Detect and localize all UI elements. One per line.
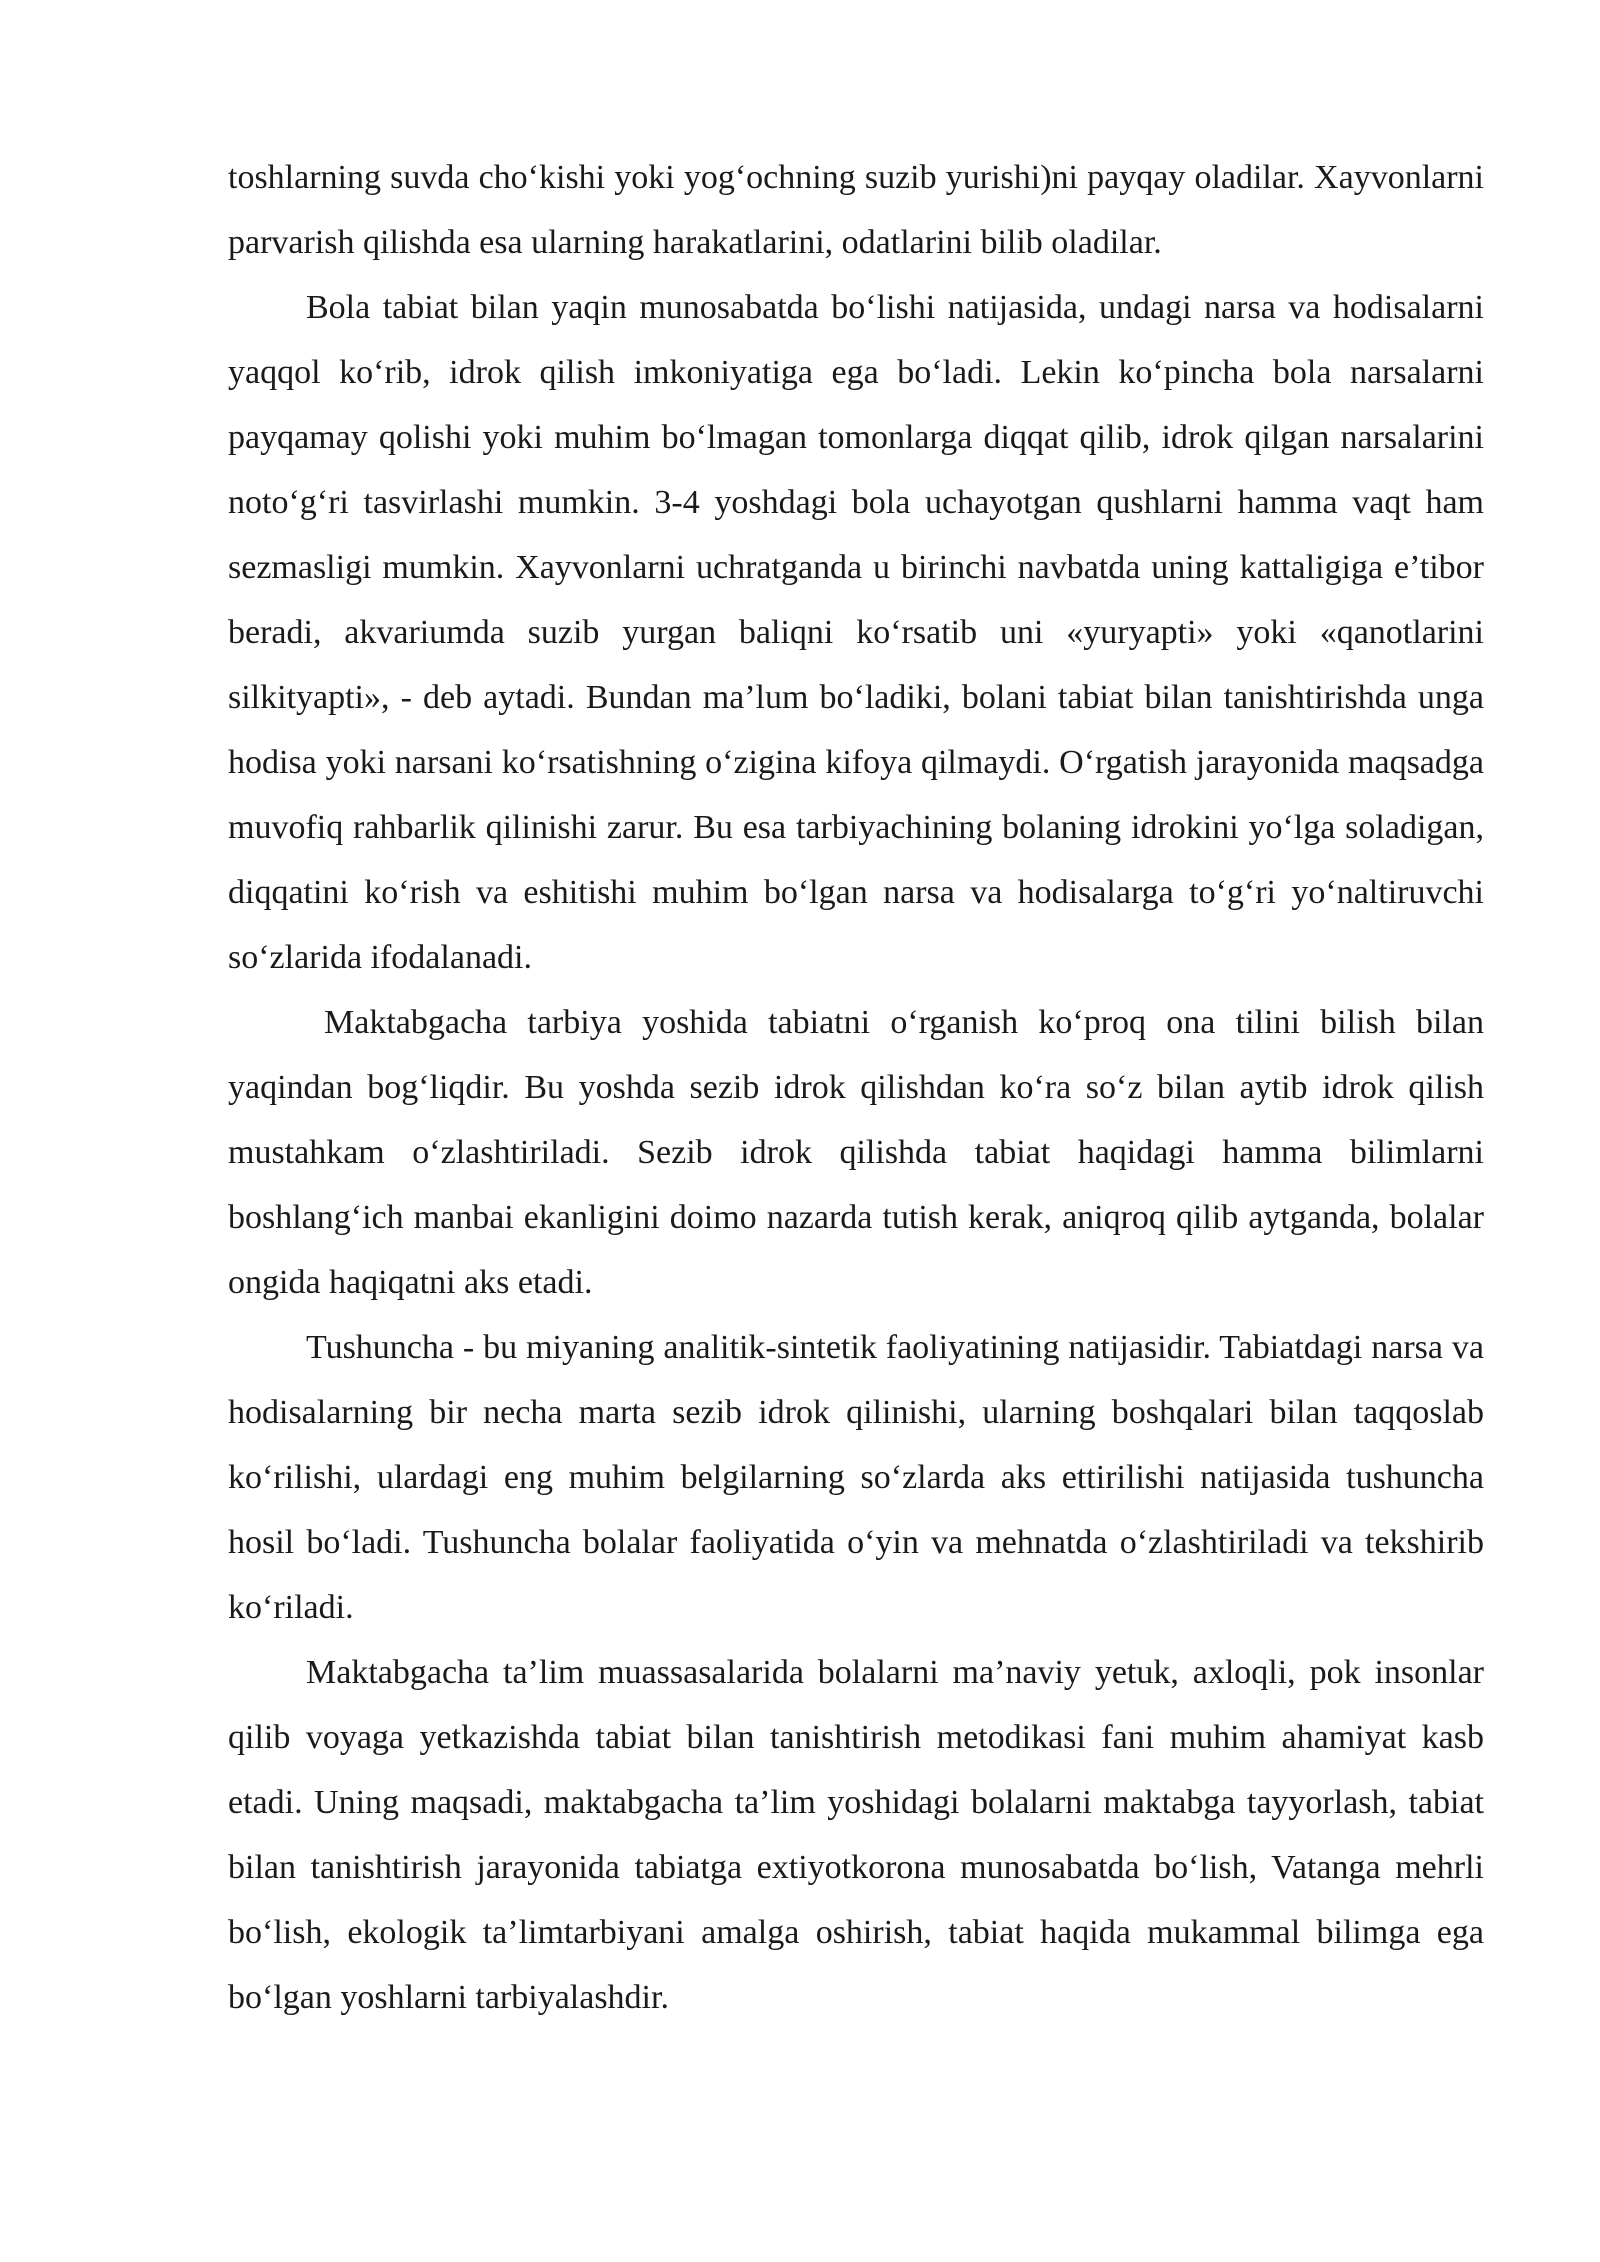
paragraph-methodology-goal: Maktabgacha ta’lim muassasalarida bolalarni ma’naviy yetuk, axloqli, pok insonlar qilib voyaga yetkazishda tabiat bilan tanishtirish metodikasi fani muhim ahamiyat kasb etadi. Uning maqsadi, maktabgacha ta’lim yoshidagi bolalarni maktabga tayyorlash, tabiat bilan tanishtirish jarayonida tabiatga extiyotkorona munosabatda bo‘lish, Vatanga mehrli bo‘lish, ekologik ta’limtarbiyani amalga oshirish, tabiat haqida mukammal bilimga ega bo‘lgan yoshlarni tarbiyalashdir. bbox=[228, 1654, 1484, 2016]
paragraph-continued: toshlarning suvda cho‘kishi yoki yog‘ochning suzib yurishi)ni payqay oladilar. Xayvonlarni parvarish qilishda esa ularning harakatlarini, odatlarini bilib oladilar. bbox=[228, 159, 1484, 261]
paragraph-concept-formation: Tushuncha - bu miyaning analitik-sintetik faoliyatining natijasidir. Tabiatdagi narsa va hodisalarning bir necha marta sezib idrok qilinishi, ularning boshqalari bilan taqqoslab ko‘rilishi, ulardagi eng muhim belgilarning so‘zlarda aks ettirilishi natijasida tushuncha hosil bo‘ladi. Tushuncha bolalar faoliyatida o‘yin va mehnatda o‘zlashtiriladi va tekshirib ko‘riladi. bbox=[228, 1329, 1484, 1626]
document-page bbox=[228, 145, 1484, 2030]
paragraph-language-learning: Maktabgacha tarbiya yoshida tabiatni o‘rganish ko‘proq ona tilini bilish bilan yaqindan bog‘liqdir. Bu yoshda sezib idrok qilishdan ko‘ra so‘z bilan aytib idrok qilish mustahkam o‘zlashtiriladi. Sezib idrok qilishda tabiat haqidagi hamma bilimlarni boshlang‘ich manbai ekanligini doimo nazarda tutish kerak, aniqroq qilib aytganda, bolalar ongida haqiqatni aks etadi. bbox=[228, 1004, 1484, 1301]
paragraph-child-perception: Bola tabiat bilan yaqin munosabatda bo‘lishi natijasida, undagi narsa va hodisalarni yaqqol ko‘rib, idrok qilish imkoniyatiga ega bo‘ladi. Lekin ko‘pincha bola narsalarni payqamay qolishi yoki muhim bo‘lmagan tomonlarga diqqat qilib, idrok qilgan narsalarini noto‘g‘ri tasvirlashi mumkin. 3-4 yoshdagi bola uchayotgan qushlarni hamma vaqt ham sezmasligi mumkin. Xayvonlarni uchratganda u birinchi navbatda uning kattaligiga e’tibor beradi, akvariumda suzib yurgan baliqni ko‘rsatib uni «yuryapti» yoki «qanotlarini silkityapti», - deb aytadi. Bundan ma’lum bo‘ladiki, bolani tabiat bilan tanishtirishda unga hodisa yoki narsani ko‘rsatishning o‘zigina kifoya qilmaydi. O‘rgatish jarayonida maqsadga muvofiq rahbarlik qilinishi zarur. Bu esa tarbiyachining bolaning idrokini yo‘lga soladigan, diqqatini ko‘rish va eshitishi muhim bo‘lgan narsa va hodisalarga to‘g‘ri yo‘naltiruvchi so‘zlarida ifodalanadi. bbox=[228, 289, 1484, 976]
